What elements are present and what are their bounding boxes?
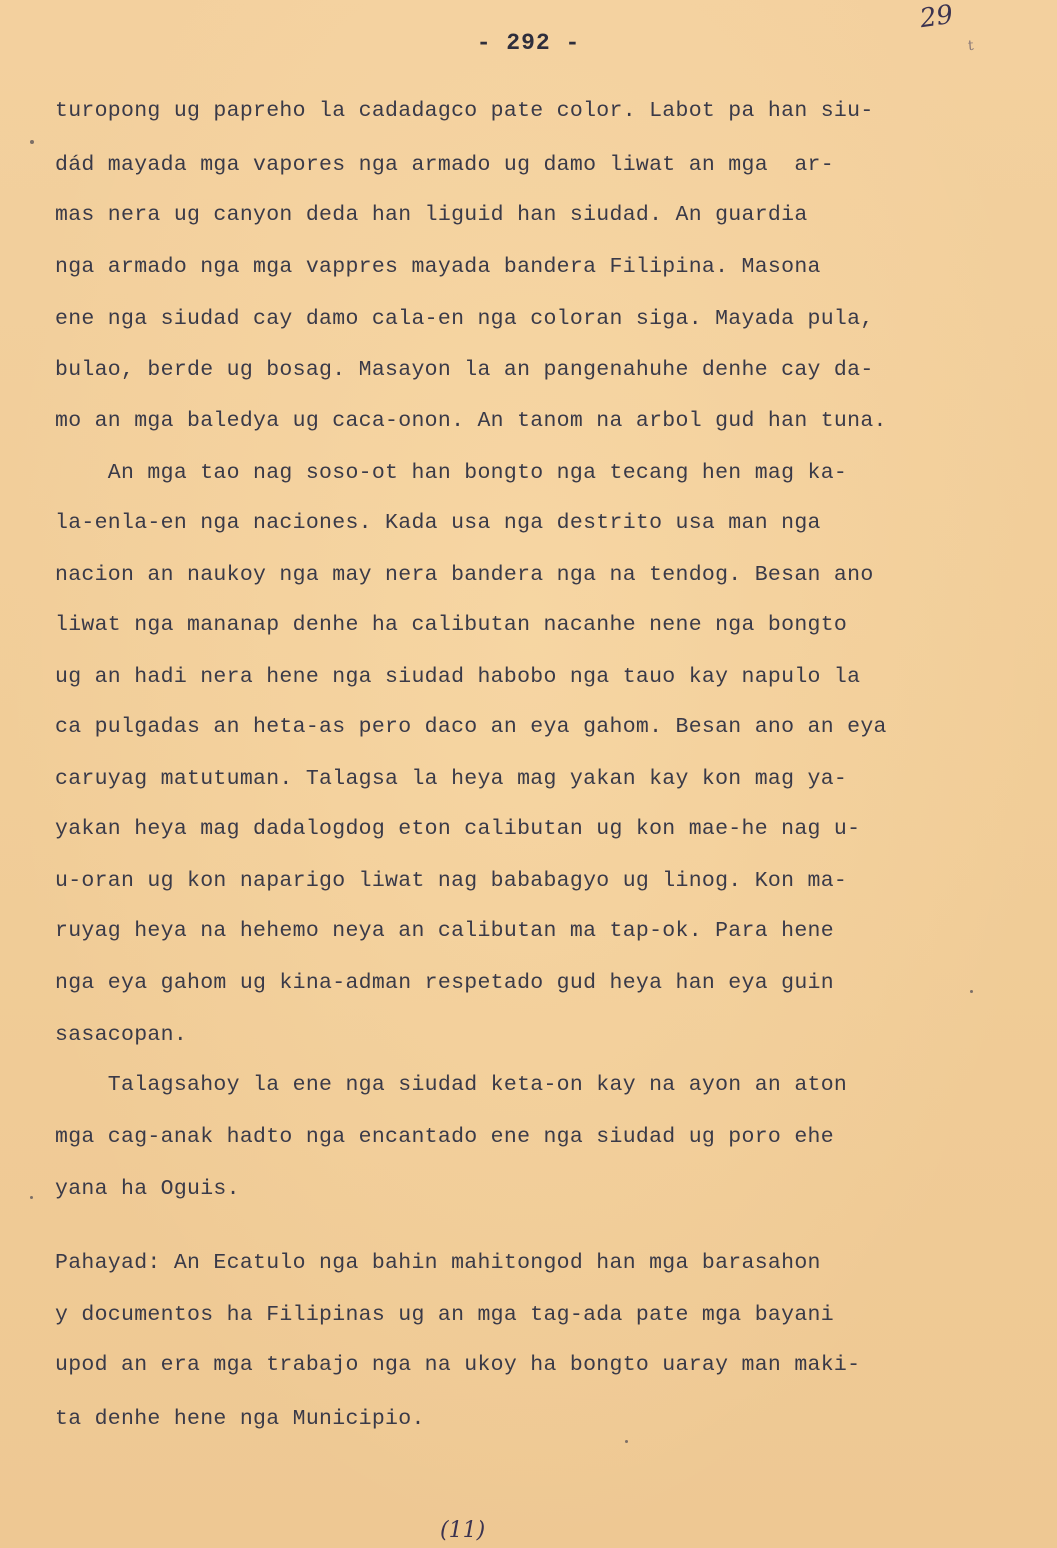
text-line: nga eya gahom ug kina-adman respetado gud heya han eya guin bbox=[55, 971, 834, 995]
text-line: nga armado nga mga vappres mayada bandera Filipina. Masona bbox=[55, 255, 821, 279]
text-line: nacion an naukoy nga may nera bandera nga na tendog. Besan ano bbox=[55, 563, 874, 587]
page-number: - 292 - bbox=[476, 30, 581, 56]
footer-handwritten-mark: (11) bbox=[440, 1518, 486, 1543]
text-line: dád mayada mga vapores nga armado ug damo liwat an mga ar- bbox=[55, 153, 834, 177]
text-line: ug an hadi nera hene nga siudad habobo nga tauo kay napulo la bbox=[55, 665, 861, 689]
text-line: yakan heya mag dadalogdog eton calibutan ug kon mae-he nag u- bbox=[55, 817, 861, 841]
text-line: ca pulgadas an heta-as pero daco an eya gahom. Besan ano an eya bbox=[55, 715, 887, 739]
text-line: caruyag matutuman. Talagsa la heya mag yakan kay kon mag ya- bbox=[55, 767, 848, 791]
text-line: la-enla-en nga naciones. Kada usa nga destrito usa man nga bbox=[55, 511, 821, 535]
text-line: upod an era mga trabajo nga na ukoy ha bongto uaray man maki- bbox=[55, 1353, 861, 1377]
paper-speck bbox=[625, 1440, 628, 1443]
paper-speck bbox=[30, 1196, 33, 1199]
text-line: bulao, berde ug bosag. Masayon la an pangenahuhe denhe cay da- bbox=[55, 358, 874, 382]
text-line: mga cag-anak hadto nga encantado ene nga siudad ug poro ehe bbox=[55, 1125, 834, 1149]
text-line: u-oran ug kon naparigo liwat nag bababagyo ug linog. Kon ma- bbox=[55, 869, 848, 893]
text-line: ruyag heya na hehemo neya an calibutan ma tap-ok. Para hene bbox=[55, 919, 834, 943]
paper-speck bbox=[30, 140, 34, 144]
text-line: Pahayad: An Ecatulo nga bahin mahitongod han mga barasahon bbox=[55, 1251, 821, 1275]
text-line: y documentos ha Filipinas ug an mga tag-ada pate mga bayani bbox=[55, 1303, 834, 1327]
text-line: mo an mga baledya ug caca-onon. An tanom na arbol gud han tuna. bbox=[55, 409, 887, 433]
text-line: ene nga siudad cay damo cala-en nga coloran siga. Mayada pula, bbox=[55, 307, 874, 331]
archive-number-annotation: t bbox=[967, 37, 975, 55]
text-line: liwat nga mananap denhe ha calibutan nacanhe nene nga bongto bbox=[55, 613, 848, 637]
paper-speck bbox=[970, 990, 973, 993]
text-line: sasacopan. bbox=[55, 1023, 188, 1047]
text-line: Talagsahoy la ene nga siudad keta-on kay na ayon an aton bbox=[55, 1073, 848, 1097]
text-line: ta denhe hene nga Municipio. bbox=[55, 1407, 425, 1431]
text-line: mas nera ug canyon deda han liguid han siudad. An guardia bbox=[55, 203, 808, 227]
text-line: yana ha Oguis. bbox=[55, 1177, 240, 1201]
text-line: turopong ug papreho la cadadagco pate color. Labot pa han siu- bbox=[55, 99, 874, 123]
text-line: An mga tao nag soso-ot han bongto nga tecang hen mag ka- bbox=[55, 461, 848, 485]
archive-number-handwritten: 29 bbox=[918, 0, 956, 35]
